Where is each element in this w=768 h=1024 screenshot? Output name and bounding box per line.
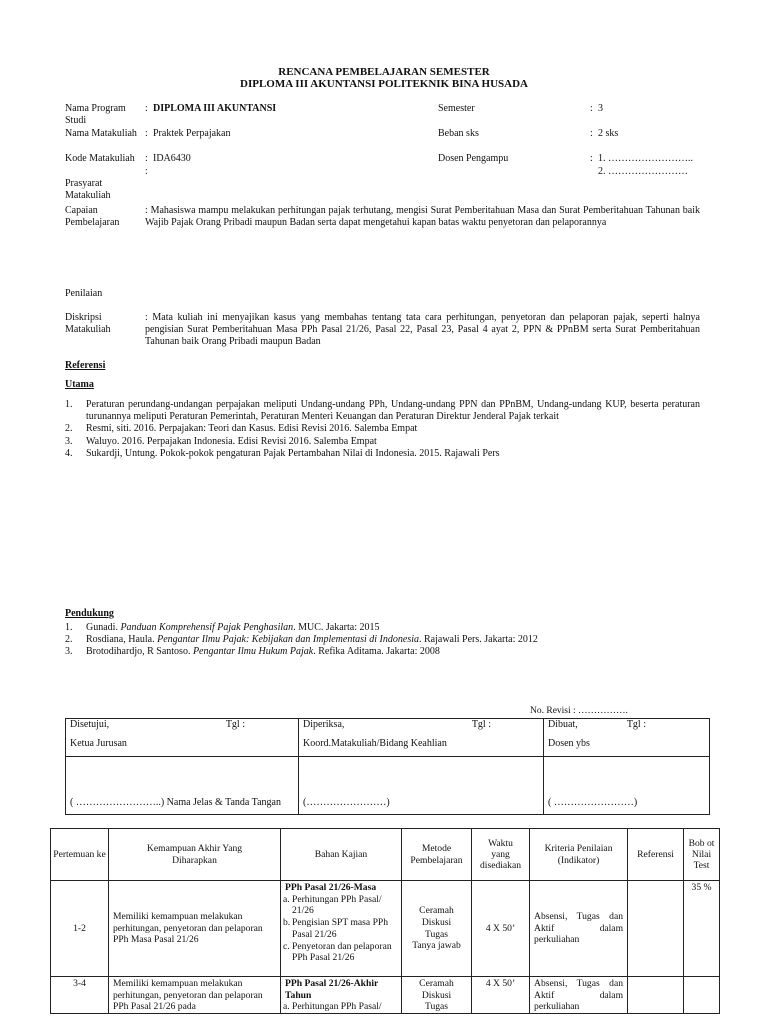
kode-value: IDA6430 bbox=[153, 153, 191, 164]
dosen-label: Dosen Pengampu bbox=[438, 153, 509, 164]
approval-label: Diperiksa, bbox=[303, 719, 345, 730]
doc-subtitle: DIPLOMA III AKUNTANSI POLITEKNIK BINA HUSADA bbox=[240, 78, 528, 90]
cell-kemampuan: Memiliki kemampuan melakukan perhitungan, penyetoran dan pelaporan PPh Pasal 21/26 pada bbox=[109, 977, 281, 1014]
list-text: Waluyo. 2016. Perpajakan Indonesia. Edisi Revisi 2016. Salemba Empat bbox=[86, 435, 377, 447]
colon: : bbox=[145, 103, 148, 114]
penilaian-label: Penilaian bbox=[65, 288, 103, 299]
program-value: DIPLOMA III AKUNTANSI bbox=[153, 103, 277, 114]
rps-table bbox=[50, 828, 720, 1014]
cell-kriteria: Absensi, Tugas dan Aktif dalam perkuliahan bbox=[530, 977, 628, 1014]
signature-line: (……………………) bbox=[303, 796, 390, 808]
list-number: 1. bbox=[65, 399, 73, 410]
list-text: Perhitungan PPh Pasal/ bbox=[292, 1001, 382, 1013]
list-text: Pengisian SPT masa PPh Pasal 21/26 bbox=[292, 917, 389, 940]
approval-label: Disetujui, bbox=[70, 719, 110, 730]
ref-author: Gunadi. bbox=[86, 622, 121, 633]
semester-value: 3 bbox=[598, 103, 603, 114]
kode-label: Kode Matakuliah bbox=[65, 153, 135, 164]
cell-kemampuan: Memiliki kemampuan melakukan perhitungan, penyetoran dan pelaporan PPh Masa Pasal 21/26 bbox=[109, 881, 281, 977]
header-kriteria: Kriteria Penilaian (Indikator) bbox=[530, 829, 628, 881]
deskripsi-label: Diskripsi Matakuliah bbox=[65, 312, 111, 336]
table-row bbox=[51, 977, 720, 1014]
list-item bbox=[65, 646, 700, 658]
signature-line: ( ……………………) bbox=[548, 796, 638, 808]
utama-heading: Utama bbox=[65, 379, 94, 390]
metode-item: Ceramah bbox=[419, 905, 454, 917]
approval-role: Koord.Matakuliah/Bidang Keahlian bbox=[303, 738, 447, 750]
matakuliah-value: Praktek Perpajakan bbox=[153, 128, 231, 139]
header-referensi: Referensi bbox=[628, 829, 684, 881]
list-item bbox=[283, 917, 397, 940]
header-kemampuan: Kemampuan Akhir Yang Diharapkan bbox=[109, 829, 281, 881]
ref-publisher: . Rajawali Pers. Jakarta: 2012 bbox=[419, 634, 538, 646]
cell-metode bbox=[402, 881, 472, 977]
approval-date-label: Tgl : bbox=[471, 719, 491, 730]
list-number: 2. bbox=[65, 634, 73, 646]
colon: : bbox=[590, 153, 593, 164]
list-text: Peraturan perundang-undangan perpajakan meliputi Undang-undang PPh, Undang-undang PPN dan PPnBM, Undang-undang KUP, beserta peraturan turunannya meliputi Peraturan Pemerintah, Peraturan Menteri Keuangan dan Peraturan Direktur Jenderal Pajak terkait bbox=[86, 399, 700, 423]
dosen-1: 1. …………………….. bbox=[598, 153, 693, 164]
list-item bbox=[65, 634, 700, 646]
list-item bbox=[283, 941, 397, 964]
approval-date-label: Tgl : bbox=[225, 719, 245, 730]
metode-item: Tugas bbox=[424, 928, 449, 940]
doc-title: RENCANA PEMBELAJARAN SEMESTER bbox=[278, 66, 490, 78]
list-text: Sukardji, Untung. Pokok-pokok pengaturan Pajak Pertambahan Nilai di Indonesia. 2015. Rajawali Pers bbox=[86, 447, 500, 459]
list-marker: a. bbox=[283, 893, 290, 905]
colon: : bbox=[590, 128, 593, 139]
list-item bbox=[65, 399, 700, 423]
pendukung-list bbox=[65, 622, 700, 659]
ref-publisher: . MUC. Jakarta: 2015 bbox=[293, 622, 380, 633]
list-marker: b. bbox=[283, 917, 291, 929]
cell-referensi bbox=[628, 977, 684, 1014]
pendukung-heading: Pendukung bbox=[65, 608, 114, 619]
metode-item: Ceramah bbox=[419, 978, 454, 989]
cell-pertemuan: 1-2 bbox=[51, 881, 109, 977]
cell-waktu: 4 X 50’ bbox=[472, 881, 530, 977]
bahan-list bbox=[283, 894, 397, 964]
signature-cell bbox=[544, 757, 710, 815]
ref-title: Pengantar Ilmu Pajak: Kebijakan dan Implementasi di Indonesia bbox=[157, 634, 419, 646]
list-number: 3. bbox=[65, 435, 73, 447]
cell-bobot bbox=[684, 977, 720, 1014]
metode-item: Diskusi bbox=[421, 989, 452, 1001]
program-label: Nama Program Studi bbox=[65, 103, 126, 127]
ref-publisher: . Refika Aditama. Jakarta: 2008 bbox=[313, 646, 440, 658]
list-text: Perhitungan PPh Pasal/ 21/26 bbox=[292, 893, 382, 917]
approval-label: Dibuat, bbox=[548, 719, 578, 730]
list-marker: a. bbox=[283, 1001, 290, 1013]
dosen-2: 2. …………………… bbox=[598, 166, 688, 177]
signature-line: ( ……………………..) Nama Jelas & Tanda Tangan bbox=[70, 796, 281, 808]
cell-bobot: 35 % bbox=[684, 881, 720, 977]
metode-item: Tugas bbox=[424, 1001, 449, 1013]
header-waktu: Waktu yang disediakan bbox=[472, 829, 530, 881]
approval-role: Ketua Jurusan bbox=[70, 738, 127, 750]
cell-waktu: 4 X 50’ bbox=[472, 977, 530, 1014]
deskripsi-text: : Mata kuliah ini menyajikan kasus yang membahas tentang tata cara perhitungan, penyetoran dan pelaporan pajak, seperti halnya pengisian Surat Pemberitahuan Masa PPh Pasal 21/26, Pasal 22, Pasal 23, Pasal 4 ayat 2, PPN & PPnBM serta Surat Pemberitahuan Tahunan baik Orang Pribadi maupun Badan bbox=[145, 312, 700, 348]
bahan-title: PPh Pasal 21/26-Akhir Tahun bbox=[285, 978, 379, 1001]
header-bahan: Bahan Kajian bbox=[281, 829, 402, 881]
colon: : bbox=[145, 128, 148, 139]
list-number: 1. bbox=[65, 622, 73, 633]
list-number: 3. bbox=[65, 646, 73, 658]
list-item bbox=[65, 436, 700, 448]
list-number: 4. bbox=[65, 447, 73, 459]
cell-pertemuan: 3-4 bbox=[51, 977, 109, 1014]
beban-label: Beban sks bbox=[438, 128, 479, 139]
revision-number: No. Revisi : ……………. bbox=[530, 706, 628, 716]
ref-title: Pengantar Ilmu Hukum Pajak bbox=[192, 646, 314, 658]
list-item bbox=[65, 423, 700, 435]
metode-item: Diskusi bbox=[421, 916, 452, 928]
list-number: 2. bbox=[65, 423, 73, 435]
approval-cell-dibuat bbox=[544, 719, 710, 757]
list-text: Penyetoran dan pelaporan PPh Pasal 21/26 bbox=[292, 940, 392, 964]
bahan-title: PPh Pasal 21/26-Masa bbox=[285, 882, 377, 893]
approval-table bbox=[65, 718, 710, 815]
beban-value: 2 sks bbox=[598, 128, 619, 139]
signature-cell bbox=[66, 757, 299, 815]
bahan-list bbox=[283, 1001, 397, 1013]
header-bobot: Bob ot Nilai Test bbox=[684, 829, 720, 881]
approval-role: Dosen ybs bbox=[548, 738, 590, 750]
capaian-label: Capaian Pembelajaran bbox=[65, 205, 120, 229]
metode-item: Tanya jawab bbox=[412, 940, 461, 952]
referensi-heading: Referensi bbox=[65, 360, 106, 371]
prasyarat-label: Prasyarat Matakuliah bbox=[65, 178, 111, 202]
list-item bbox=[65, 448, 700, 460]
utama-list bbox=[65, 399, 700, 460]
cell-bahan bbox=[281, 977, 402, 1014]
table-row bbox=[51, 881, 720, 977]
header-pertemuan: Pertemuan ke bbox=[51, 829, 109, 881]
semester-label: Semester bbox=[438, 103, 475, 114]
cell-bahan bbox=[281, 881, 402, 977]
colon: : bbox=[145, 153, 148, 164]
signature-cell bbox=[299, 757, 544, 815]
ref-title: Panduan Komprehensif Pajak Penghasilan bbox=[120, 622, 294, 633]
approval-date-label: Tgl : bbox=[626, 719, 646, 730]
matakuliah-label: Nama Matakuliah bbox=[65, 128, 137, 139]
list-item bbox=[283, 1001, 397, 1013]
ref-author: Brotodihardjo, R Santoso. bbox=[86, 646, 193, 658]
approval-cell-disetujui bbox=[66, 719, 299, 757]
cell-referensi bbox=[628, 881, 684, 977]
list-marker: c. bbox=[283, 940, 290, 952]
capaian-text: : Mahasiswa mampu melakukan perhitungan pajak terhutang, mengisi Surat Pemberitahuan Masa dan Surat Pemberitahuan Tahunan baik Wajib Pajak Orang Pribadi maupun Badan serta dapat mengetahui kapan batas waktu penyetoran dan pelaporannya bbox=[145, 205, 700, 229]
colon: : bbox=[590, 103, 593, 114]
list-text: Resmi, siti. 2016. Perpajakan: Teori dan Kasus. Edisi Revisi 2016. Salemba Empat bbox=[86, 423, 418, 435]
header-metode: Metode Pembelajaran bbox=[402, 829, 472, 881]
cell-metode bbox=[402, 977, 472, 1014]
cell-kriteria: Absensi, Tugas dan Aktif dalam perkuliahan bbox=[530, 881, 628, 977]
ref-author: Rosdiana, Haula. bbox=[86, 634, 158, 646]
list-item bbox=[65, 622, 700, 634]
colon: : bbox=[145, 166, 148, 177]
list-item bbox=[283, 894, 397, 917]
approval-cell-diperiksa bbox=[299, 719, 544, 757]
